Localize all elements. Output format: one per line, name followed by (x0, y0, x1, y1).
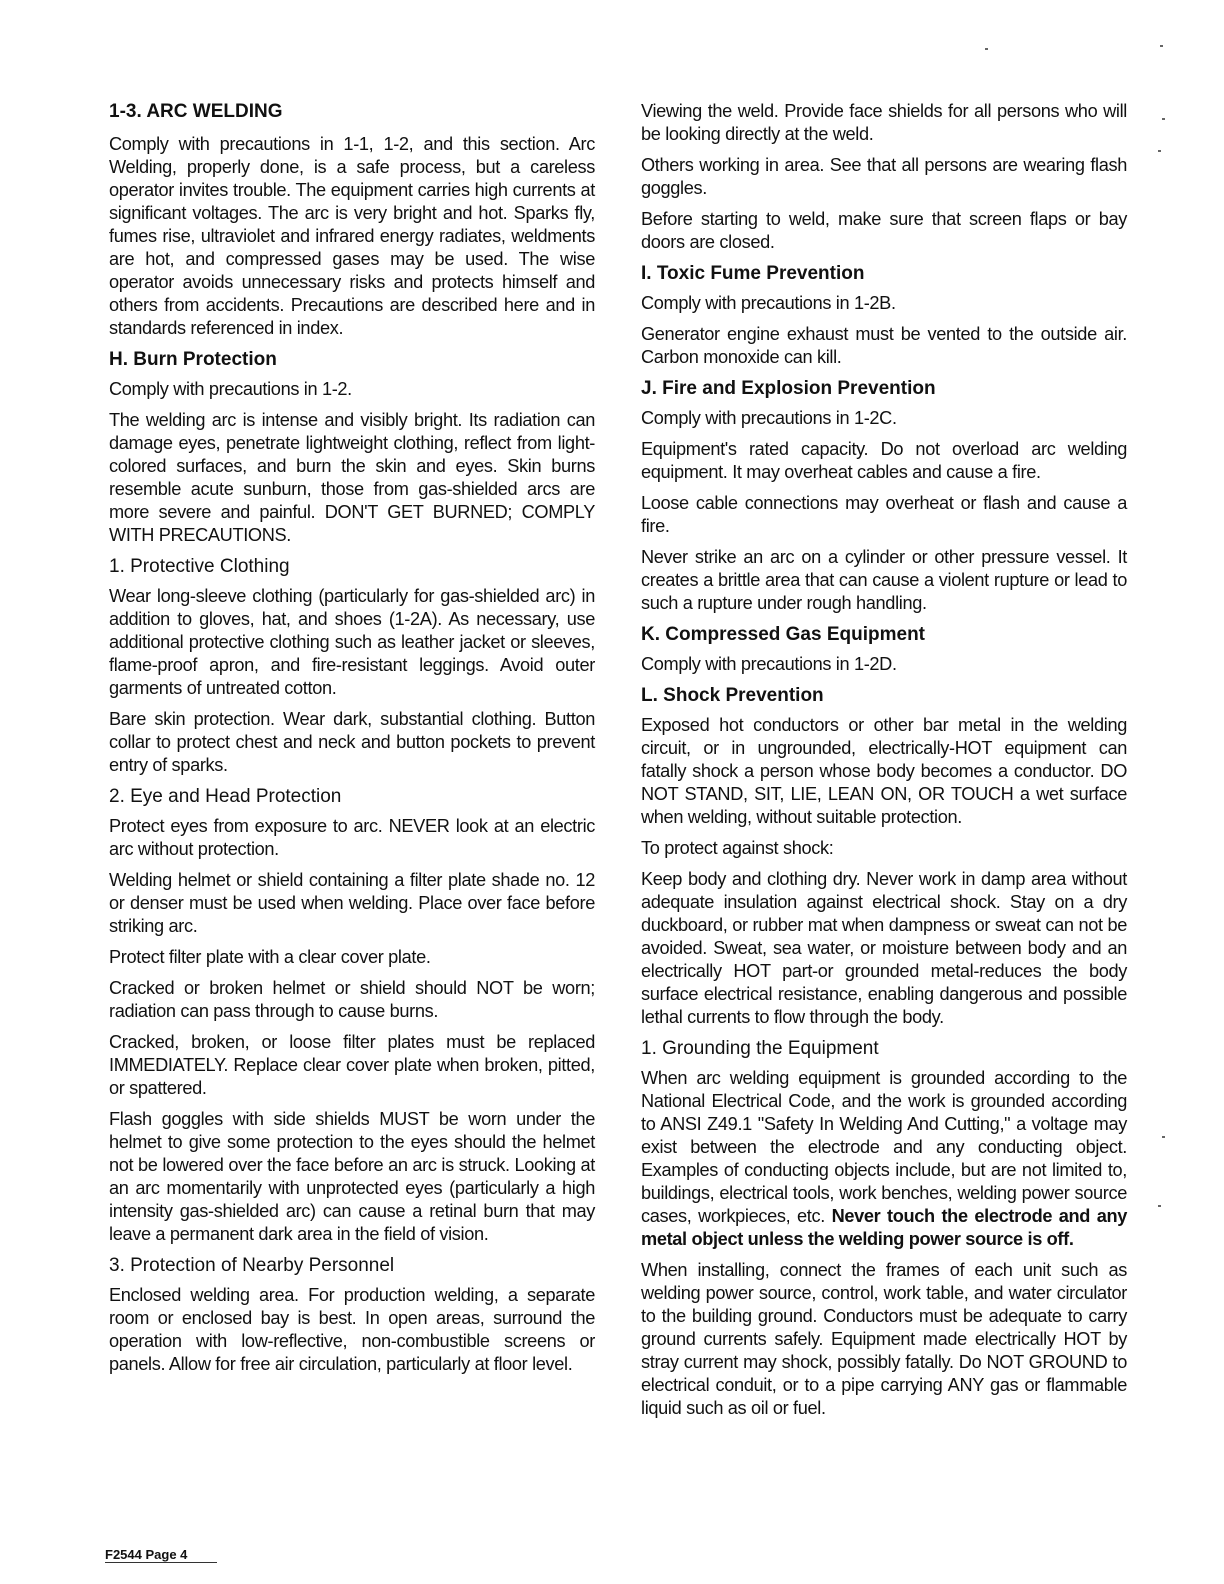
section-title: 1-3. ARC WELDING (109, 101, 283, 122)
scan-speck (1162, 1136, 1165, 1138)
scan-speck (1158, 150, 1161, 152)
paragraph-text: Loose cable connections may overheat or flash and cause a fire. (641, 493, 1127, 536)
paragraph-text: When installing, connect the frames of each unit such as welding power source, control, work table, and water circulator to the building ground. Conductors must be adequate to carry ground currents safely. Equipment made electrically HOT by stray current may shock, possibly fatally. Do NOT GROUND to electrical conduit, or to a pipe carrying ANY gas or flammable liquid such as oil or fuel. (641, 1260, 1127, 1418)
paragraph (109, 1108, 595, 1246)
paragraph (641, 653, 1127, 676)
right-column (641, 100, 1127, 1428)
paragraph-text: Keep body and clothing dry. Never work in damp area without adequate insulation against electrical shock. Stay on a dry duckboard, or rubber mat when dampness or sweat can not be avoided. Sweat, sea water, or moisture between body and an electrically HOT part-or grounded metal-reduces the body surface electrical resistance, enabling dangerous and possible lethal currents to flow through the body. (641, 869, 1127, 1027)
paragraph-text: Comply with precautions in 1-2. (109, 379, 352, 399)
paragraph (109, 585, 595, 700)
paragraph (109, 378, 595, 401)
subsection-heading: L. Shock Prevention (641, 685, 824, 706)
paragraph-text: Others working in area. See that all persons are wearing flash goggles. (641, 155, 1127, 198)
paragraph-text: Generator engine exhaust must be vented to the outside air. Carbon monoxide can kill. (641, 324, 1127, 367)
subsection-heading: I. Toxic Fume Prevention (641, 263, 865, 284)
paragraph-text: Flash goggles with side shields MUST be worn under the helmet to give some protection to the eyes should the helmet not be lowered over the face before an arc is struck. Looking at an arc momentarily with unprotected eyes (particularly a high intensity gas-shielded arc) can cause a retinal burn that may leave a permanent dark area in the field of vision. (109, 1109, 595, 1244)
subsection-heading: H. Burn Protection (109, 349, 277, 370)
paragraph-text: Comply with precautions in 1-1, 1-2, and this section. Arc Welding, properly done, is a safe process, but a careless operator invites trouble. The equipment carries high currents at significant voltages. The arc is very bright and hot. Sparks fly, fumes rise, ultraviolet and infrared energy radiates, weldments are hot, and compressed gases may be used. The wise operator avoids unnecessary risks and protects himself and others from accidents. Precautions are described here and in standards referenced in index. (109, 134, 595, 338)
item-heading: 2. Eye and Head Protection (109, 786, 342, 807)
paragraph-text: When arc welding equipment is grounded according to the National Electrical Code, and the work is grounded according to ANSI Z49.1 "Safety In Welding And Cutting," a voltage may exist between the electrode and any conducting object. Examples of conducting objects include, but are not limited to, buildings, electrical tools, work benches, welding power source cases, workpieces, etc. (641, 1068, 1127, 1226)
paragraph (641, 323, 1127, 369)
paragraph (109, 1031, 595, 1100)
paragraph (109, 1284, 595, 1376)
paragraph (641, 438, 1127, 484)
paragraph (641, 292, 1127, 315)
paragraph-text: Enclosed welding area. For production welding, a separate room or enclosed bay is best. In open areas, surround the operation with low-reflective, non-combustible screens or panels. Allow for free air circulation, particularly at floor level. (109, 1285, 595, 1374)
paragraph (641, 1259, 1127, 1420)
bold-warning: Never touch the electrode and any metal object unless the welding power source is off. (641, 1206, 1127, 1249)
scan-speck (1158, 1205, 1161, 1207)
paragraph (641, 546, 1127, 615)
page-footer: F2544 Page 4 (105, 1547, 217, 1563)
paragraph (641, 100, 1127, 146)
paragraph (109, 869, 595, 938)
paragraph (109, 815, 595, 861)
paragraph-text: Welding helmet or shield containing a filter plate shade no. 12 or denser must be used when welding. Place over face before striking arc. (109, 870, 595, 936)
item-heading: 1. Protective Clothing (109, 556, 290, 577)
paragraph-text: Protect filter plate with a clear cover plate. (109, 947, 431, 967)
left-column (109, 100, 595, 1384)
scan-speck (1162, 118, 1165, 120)
paragraph-text: Comply with precautions in 1-2D. (641, 654, 897, 674)
paragraph (641, 837, 1127, 860)
paragraph-text: Wear long-sleeve clothing (particularly for gas-shielded arc) in addition to gloves, hat, and shoes (1-2A). As necessary, use additional protective clothing such as leather jacket or sleeves, flame-proof apron, and fire-resistant leggings. Avoid outer garments of untreated cotton. (109, 586, 595, 698)
paragraph (641, 492, 1127, 538)
paragraph (641, 714, 1127, 829)
paragraph (641, 154, 1127, 200)
paragraph (641, 208, 1127, 254)
scan-speck (985, 48, 988, 50)
paragraph-text: Cracked or broken helmet or shield should NOT be worn; radiation can pass through to cause burns. (109, 978, 595, 1021)
scan-speck (1160, 45, 1163, 47)
subsection-heading: K. Compressed Gas Equipment (641, 624, 926, 645)
paragraph-text: Before starting to weld, make sure that screen flaps or bay doors are closed. (641, 209, 1127, 252)
item-heading: 1. Grounding the Equipment (641, 1038, 879, 1059)
paragraph (641, 868, 1127, 1029)
paragraph-text: Exposed hot conductors or other bar metal in the welding circuit, or in ungrounded, electrically-HOT equipment can fatally shock a person whose body becomes a conductor. DO NOT STAND, SIT, LIE, LEAN ON, OR TOUCH a wet surface when welding, without suitable protection. (641, 715, 1127, 827)
paragraph (641, 407, 1127, 430)
paragraph-text: Never strike an arc on a cylinder or other pressure vessel. It creates a brittle area that can cause a violent rupture or lead to such a rupture under rough handling. (641, 547, 1127, 613)
paragraph (109, 977, 595, 1023)
paragraph-text: Comply with precautions in 1-2C. (641, 408, 897, 428)
paragraph (109, 409, 595, 547)
paragraph-text: The welding arc is intense and visibly bright. Its radiation can damage eyes, penetrate lightweight clothing, reflect from light-colored surfaces, and burn the skin and eyes. Skin burns resemble acute sunburn, those from gas-shielded arcs are more severe and painful. DON'T GET BURNED; COMPLY WITH PRECAUTIONS. (109, 410, 595, 545)
paragraph (109, 946, 595, 969)
subsection-heading: J. Fire and Explosion Prevention (641, 378, 936, 399)
paragraph-text: Bare skin protection. Wear dark, substantial clothing. Button collar to protect chest and neck and button pockets to prevent entry of sparks. (109, 709, 595, 775)
paragraph-text: To protect against shock: (641, 838, 834, 858)
paragraph (641, 1067, 1127, 1251)
paragraph-text: Protect eyes from exposure to arc. NEVER look at an electric arc without protection. (109, 816, 595, 859)
item-heading: 3. Protection of Nearby Personnel (109, 1255, 395, 1276)
paragraph-text: Cracked, broken, or loose filter plates must be replaced IMMEDIATELY. Replace clear cover plate when broken, pitted, or spattered. (109, 1032, 595, 1098)
paragraph (109, 708, 595, 777)
paragraph-text: Viewing the weld. Provide face shields for all persons who will be looking directly at the weld. (641, 101, 1127, 144)
paragraph-text: Equipment's rated capacity. Do not overload arc welding equipment. It may overheat cables and cause a fire. (641, 439, 1127, 482)
paragraph (109, 133, 595, 340)
paragraph-text: Comply with precautions in 1-2B. (641, 293, 896, 313)
